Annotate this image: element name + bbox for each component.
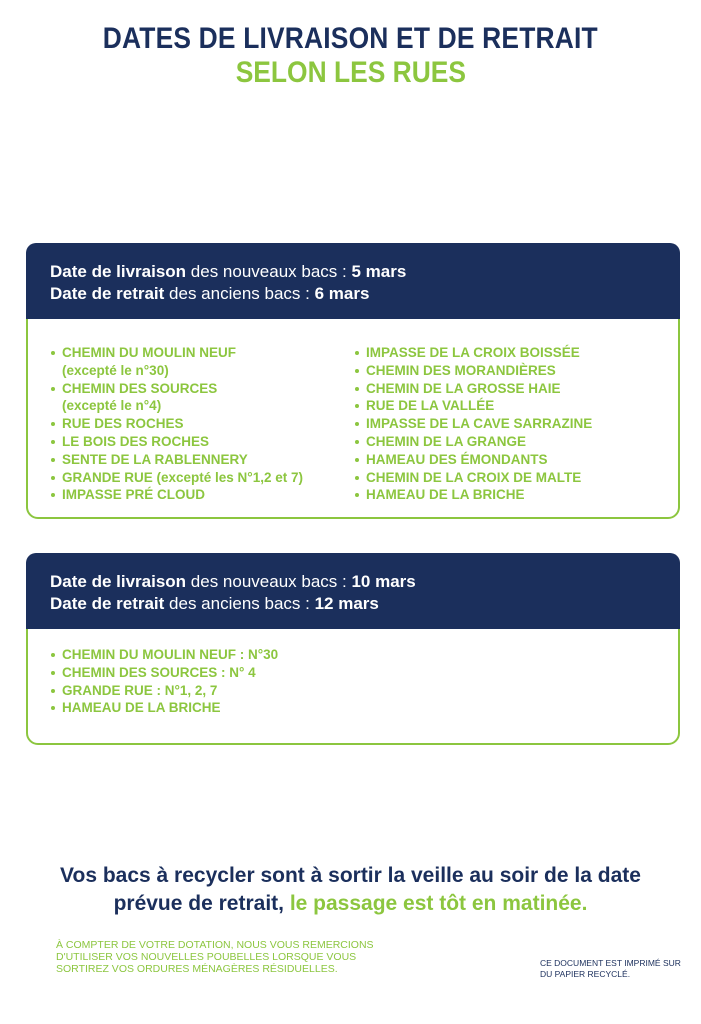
bullet-icon xyxy=(355,351,359,355)
bullet-icon xyxy=(355,387,359,391)
pickup-date: 12 mars xyxy=(314,594,379,613)
page-subtitle: SELON LES RUES xyxy=(235,56,466,89)
bullet-icon xyxy=(51,671,55,675)
list-item: SENTE DE LA RABLENNERY xyxy=(50,451,303,469)
list-item: HAMEAU DE LA BRICHE xyxy=(50,699,278,717)
bullet-icon xyxy=(51,387,55,391)
list-item: GRANDE RUE (excepté les N°1,2 et 7) xyxy=(50,469,303,487)
street-column-left-1 xyxy=(50,344,303,504)
pickup-date: 6 mars xyxy=(314,284,370,303)
bullet-icon xyxy=(355,404,359,408)
title-block xyxy=(0,22,701,90)
list-item: IMPASSE PRÉ CLOUD xyxy=(50,486,303,504)
notice-line-2 xyxy=(0,890,701,918)
notice-part-1: prévue de retrait, xyxy=(113,892,290,915)
page-title: DATES DE LIVRAISON ET DE RETRAIT xyxy=(102,22,599,55)
bullet-icon xyxy=(51,653,55,657)
bullet-icon xyxy=(51,422,55,426)
list-item: HAMEAU DE LA BRICHE xyxy=(354,486,592,504)
bullet-icon xyxy=(51,458,55,462)
list-item: RUE DE LA VALLÉE xyxy=(354,397,592,415)
list-item-note: (excepté le n°4) xyxy=(62,398,162,414)
collection-notice xyxy=(0,862,701,918)
delivery-mid: des nouveaux bacs : xyxy=(186,262,352,281)
list-item: CHEMIN DES SOURCES xyxy=(50,380,303,398)
pickup-mid: des anciens bacs : xyxy=(164,284,315,303)
bullet-icon xyxy=(51,493,55,497)
bullet-icon xyxy=(51,351,55,355)
list-item: CHEMIN DE LA GROSSE HAIE xyxy=(354,380,592,398)
bullet-icon xyxy=(51,689,55,693)
list-item: IMPASSE DE LA CROIX BOISSÉE xyxy=(354,344,592,362)
delivery-date: 10 mars xyxy=(351,572,416,591)
recycled-paper-note: CE DOCUMENT EST IMPRIMÉ SUR DU PAPIER RECYCLÉ. xyxy=(540,958,681,979)
list-item: CHEMIN DE LA GRANGE xyxy=(354,433,592,451)
delivery-mid: des nouveaux bacs : xyxy=(186,572,352,591)
bullet-icon xyxy=(355,458,359,462)
list-item: IMPASSE DE LA CAVE SARRAZINE xyxy=(354,415,592,433)
pickup-label: Date de retrait xyxy=(50,284,165,303)
list-item: HAMEAU DES ÉMONDANTS xyxy=(354,451,592,469)
card-header-1 xyxy=(26,243,680,319)
usage-note: À COMPTER DE VOTRE DOTATION, NOUS VOUS REMERCIONS D'UTILISER VOS NOUVELLES POUBELLES LORSQUE VOUS SORTIREZ VOS ORDURES MÉNAGÈRES RÉSIDUELLES. xyxy=(56,939,374,975)
bullet-icon xyxy=(355,369,359,373)
pickup-line-1 xyxy=(50,283,656,305)
bullet-icon xyxy=(51,706,55,710)
list-item: CHEMIN DES SOURCES : N° 4 xyxy=(50,664,278,682)
list-item: CHEMIN DU MOULIN NEUF xyxy=(50,344,303,362)
delivery-line-2 xyxy=(50,571,656,593)
bullet-icon xyxy=(51,476,55,480)
pickup-mid: des anciens bacs : xyxy=(164,594,315,613)
list-item: LE BOIS DES ROCHES xyxy=(50,433,303,451)
delivery-line-1 xyxy=(50,261,656,283)
pickup-label: Date de retrait xyxy=(50,594,165,613)
delivery-label: Date de livraison xyxy=(50,572,187,591)
notice-line-1: Vos bacs à recycler sont à sortir la veille au soir de la date xyxy=(60,864,641,887)
bullet-icon xyxy=(355,476,359,480)
street-column-left-2 xyxy=(50,646,278,717)
list-item: CHEMIN DU MOULIN NEUF : N°30 xyxy=(50,646,278,664)
street-column-right-1 xyxy=(354,344,592,504)
schedule-card-2 xyxy=(26,553,680,745)
notice-part-2: le passage est tôt en matinée. xyxy=(289,892,588,915)
list-item: CHEMIN DES MORANDIÈRES xyxy=(354,362,592,380)
bullet-icon xyxy=(355,422,359,426)
card-header-2 xyxy=(26,553,680,629)
bullet-icon xyxy=(355,493,359,497)
delivery-label: Date de livraison xyxy=(50,262,187,281)
list-item: CHEMIN DE LA CROIX DE MALTE xyxy=(354,469,592,487)
list-item: GRANDE RUE : N°1, 2, 7 xyxy=(50,682,278,700)
bullet-icon xyxy=(355,440,359,444)
bullet-icon xyxy=(51,440,55,444)
list-item-note: (excepté le n°30) xyxy=(62,362,169,378)
delivery-date: 5 mars xyxy=(351,262,407,281)
list-item: RUE DES ROCHES xyxy=(50,415,303,433)
schedule-card-1 xyxy=(26,243,680,519)
pickup-line-2 xyxy=(50,593,656,615)
